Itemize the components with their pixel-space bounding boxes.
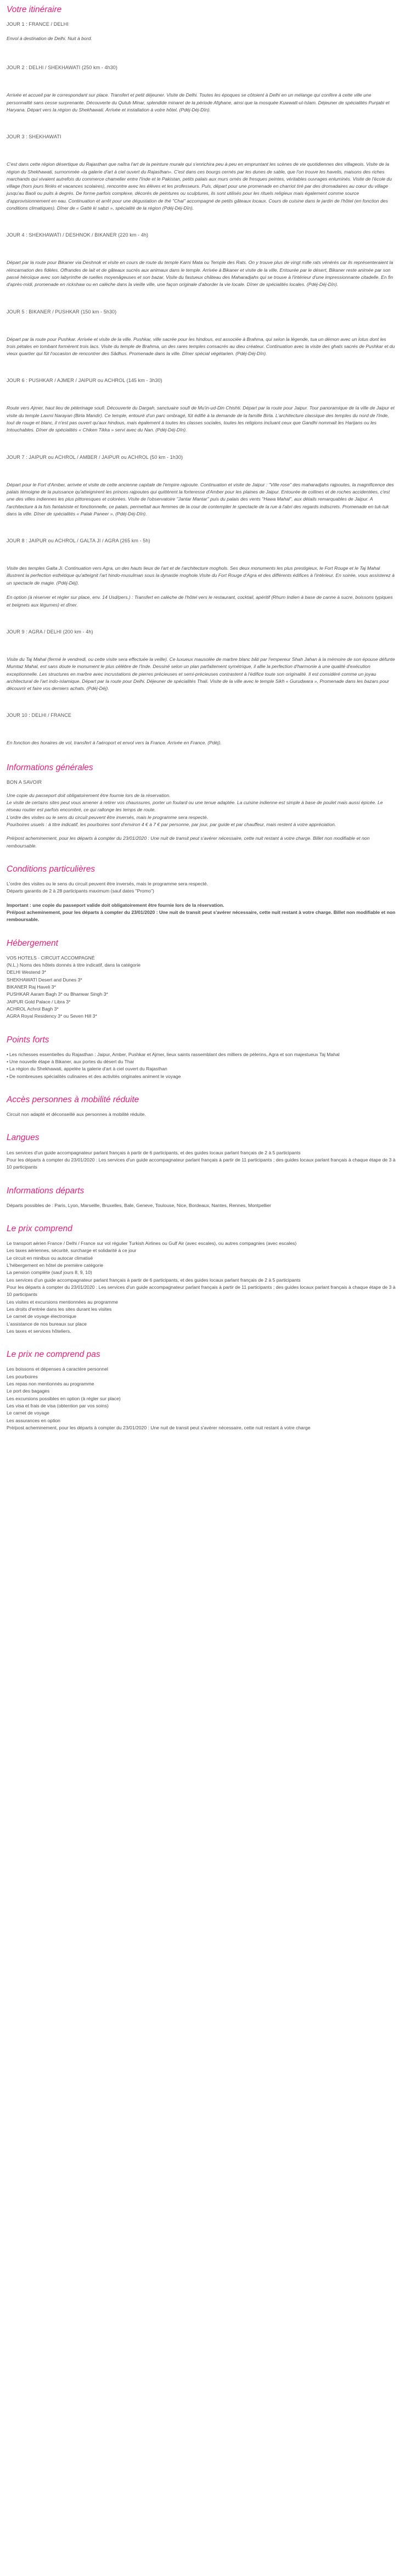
- day-text: Départ par la route pour Bikaner via Deshnok et visite en cours de route du temple Karni Mata ou Temple des Rats. On y trouve plus de vingt mille rats vénérés car ils représenteraient la réincarnation des fidèles. Offrandes de lait et de gâteaux sucrés aux animaux dans le temple. Arrivée à Bikaner et visite de la ville. Entourée par le désert, Bikaner reste animée par son passé héroïque avec son labyrinthe de ruelles moyenâgeuses et son bazar. Visite du fastueux château des Maharadjahs qui se trouve à l'intérieur d'une impressionnante citadelle. En fin d'après-midi, promenade en rickshaw ou en calèche dans la vieille ville, une façon originale d'aborder la vie locale. Dîner de spécialités locales. (Pdéj-Déj-Dîn).: [7, 260, 393, 288]
- departures-title: Informations départs: [7, 1186, 85, 1196]
- price-excludes-line: Les pourboires: [7, 1373, 38, 1379]
- price-includes-line: L'assistance de nos bureaux sur place: [7, 1321, 87, 1327]
- price-includes-line: Le circuit en minibus ou autocar climatisé: [7, 1255, 93, 1261]
- languages-title: Langues: [7, 1133, 40, 1143]
- highlights-list: [7, 1051, 396, 1080]
- special-conditions-paragraph: L'ordre des visites ou le sens du circuit peuvent être inversés, mais le programme sera respecté. Départs garantis de 2 à 28 participants maximum (sauf dates "Promo"): [7, 881, 209, 894]
- price-excludes-line: Les excursions possibles en option (à régler sur place): [7, 1395, 121, 1401]
- accommodation-section: [7, 938, 396, 1020]
- accommodation-line: (N.L.) Noms des hôtels donnés à titre indicatif, dans la catégorie: [7, 962, 141, 968]
- price-includes-line: L'hébergement en hôtel de première catégorie: [7, 1262, 104, 1269]
- price-includes-line: Les droits d'entrée dans les sites durant les visites: [7, 1306, 112, 1312]
- price-excludes-line: Les repas non mentionnés au programme: [7, 1380, 94, 1387]
- price-includes-line: Le transport aérien France / Delhi / France sur vol régulier Turkish Airlines ou Gulf Air (avec escales), ou autres compagnies (avec escales): [7, 1241, 297, 1247]
- price-includes-line: Les taxes et services hôteliers.: [7, 1328, 71, 1334]
- price-includes-line: Les visites et excursions mentionnées au programme: [7, 1299, 119, 1305]
- price-excludes-section: [7, 1349, 396, 1432]
- price-excludes-line: Le carnet de voyage: [7, 1410, 49, 1416]
- day-heading: JOUR 2 : DELHI / SHEKHAWATI (250 km - 4h30): [7, 65, 118, 71]
- day-text: Départ pour le Fort d'Amber, arrivée et visite de cette ancienne capitale de l'empire rajpoute. Continuation et visite de Jaipur : "Ville rose" des maharadjahs rajpoutes, la magnificence des palais témoigne de la puissance qu'atteignirent les princes rajpoutes qui quittèrent la forteresse d'Amber pour les plaines de Jaipur. Entourée de collines et de roches accidentées, c'est une des villes indiennes les plus pittoresques et colorées. Visite de l'observatoire "Jantar Mantar" puis du palais des vents "Hawa Mahal", aux détails remarquables de Jaipur. A l'architecture à la fois fantaisiste et fonctionnelle, ce palais, permettait aux femmes de la cour de contempler le spectacle de la rue à l'abri des regards indiscrets. Promenade en tuk-tuk dans la ville. Dîner de spécialités « Palak Paneer ». (Pdéj-Déj-Dîn).: [7, 481, 394, 517]
- special-conditions-section: [7, 864, 396, 924]
- day-block: [7, 628, 396, 693]
- highlights-title: Points forts: [7, 1035, 49, 1045]
- accommodation-line: SHEKHAWATI Desert and Dunes 3*: [7, 976, 82, 983]
- day-block: [7, 21, 396, 42]
- accommodation-line: AGRA Royal Residency 3* ou Seven Hill 3*: [7, 1013, 97, 1019]
- day-block: [7, 133, 396, 212]
- day-block: [7, 712, 396, 747]
- day-heading: JOUR 3 : SHEKHAWATI: [7, 134, 61, 140]
- day-block: [7, 537, 396, 609]
- accommodation-line: DELHI Westend 3*: [7, 969, 46, 975]
- day-heading: JOUR 4 : SHEKHAWATI / DESHNOK / BIKANER (220 km - 4h): [7, 232, 149, 238]
- day-heading: JOUR 10 : DELHI / FRANCE: [7, 712, 71, 719]
- accommodation-title: Hébergement: [7, 938, 58, 948]
- price-excludes-line: Les visa et frais de visa (obtention par vos soins): [7, 1402, 109, 1408]
- highlight-item: • Les richesses essentielles du Rajasthan : Jaipur, Amber, Pushkar et Ajmer, lieux saints rassemblant des milliers de pèlerins, Agra et son majestueux Taj Mahal: [7, 1051, 396, 1058]
- highlight-item: • De nombreuses spécialités culinaires et des activités originales animent le voyage: [7, 1073, 396, 1080]
- highlights-section: [7, 1035, 396, 1080]
- highlight-item: • La région du Shekhawati, appelée la galerie d'art à ciel ouvert du Rajasthan: [7, 1065, 396, 1073]
- day-block: [7, 454, 396, 518]
- price-excludes-line: Les boissons et dépenses à caractère personnel: [7, 1366, 108, 1372]
- day-heading: JOUR 5 : BIKANER / PUSHKAR (150 km - 5h30): [7, 308, 117, 315]
- price-includes-line: Les taxes aériennes, sécurité, surcharge et solidarité à ce jour: [7, 1248, 137, 1254]
- day-heading: JOUR 6 : PUSHKAR / AJMER / JAIPUR ou ACHROL (145 km - 3h30): [7, 378, 162, 384]
- accommodation-line: VOS HOTELS - CIRCUIT ACCOMPAGNÉ: [7, 955, 95, 961]
- day-block: [7, 308, 396, 358]
- general-info-paragraph: Pré/post acheminement, pour les départs à compter du 23/01/2020 : Une nuit de transit peut s'avérer nécessaire, cette nuit restant à votre charge. Billet non modifiable et non remboursable.: [7, 835, 370, 849]
- day-text: Visite des temples Galta Ji. Continuation vers Agra, un des hauts lieux de l'art et de l'architecture moghols. Ses deux monuments les plus prestigieux, le Fort Rouge et le Taj Mahal illustrent la perfection esthétique qu'atteignit l'art hindo-musulman sous la dynastie moghole.Visite du Fort Rouge d'Agra et des différents édifices à l'intérieur. En soirée, vous assisterez à un spectacle de magie. (Pdéj-Déj). En option (à réserver et régler sur place, env. 14 Usd/pers.) : Transfert en calèche de l'hôtel vers le restaurant, cocktail, apéritif (Rhum Indien à base de canne à sucre, boissons typiques et beignets aux légumes) et dîner.: [7, 565, 395, 608]
- day-text: Départ par la route pour Pushkar. Arrivée et visite de la ville. Pushkar, ville sacrée pour les hindous, est associée à Brahma, qui selon la légende, tua un démon avec un lotus dont les trois pétales en tombant formèrent trois lacs. Visite du temple de Brahma, un des rares temples consacrés au dieu créateur. Continuation avec la visite des ghats sacrés de Pushkar et du vieux quartier qui fût l'occasion de rencontrer des Sâdhus. Promenade dans la ville. Dîner spécial végétarien. (Pdéj-Déj-Dîn).: [7, 336, 395, 357]
- accommodation-line: PUSHKAR Aaram Bagh 3* ou Bhanwar Singh 3*: [7, 991, 108, 997]
- itinerary-days: [7, 21, 396, 747]
- languages-section: [7, 1132, 396, 1171]
- day-heading: JOUR 9 : AGRA / DELHI (200 km - 4h): [7, 628, 93, 635]
- day-text: Arrivée et accueil par le correspondant sur place. Transfert et petit déjeuner. Visite de Delhi. Toutes les époques se côtoient à Delhi en un mélange qui confère à cette ville une personnalité sans cesse surprenante. Découverte du Qutub Minar, splendide minaret de la période Afghane, ainsi que la mosquée Kuwwatt-ul-Islam. Déjeuner de spécialités Punjabi et Haryana. Départ vers la région du Shekhawati. Arrivée et installation à votre hôtel. (Pdéj-Déj-Dîn).: [7, 92, 390, 113]
- day-text: Visite du Taj Mahal (fermé le vendredi, ou cette visite sera effectuée la veille). Ce luxueux mausolée de marbre blanc bâti par l'empereur Shah Jahan à la mémoire de son épouse défunte Mumtaz Mahal, est sans doute le monument le plus célèbre de l'Inde. Dessiné selon un plan parfaitement symétrique, il allie la perfection d'harmonie à une qualité d'exécution exceptionnelle. Les structures en marbre avec incrustations de pierres précieuses et semi-précieuses contrastent à l'édifice toute son originalité. Il est considéré comme un joyau architectural de l'art indo-islamique. Départ par la route pour Delhi. Déjeuner de spécialités Thali. Visite de la ville avec le temple Sikh « Gurudwara », Promenade dans les bazars pour découvrir et faire vos derniers achats. (Pdéj-Déj).: [7, 656, 395, 692]
- price-includes-line: Les services d'un guide accompagnateur parlant français à partir de 6 participants, et des guides locaux parlant français de 2 à 5 participants: [7, 1277, 301, 1283]
- special-conditions-title: Conditions particulières: [7, 864, 95, 874]
- departures-text: Départs possibles de : Paris, Lyon, Marseille, Bruxelles, Bale, Geneve, Toulouse, Nice, Bordeaux, Nantes, Rennes, Montpellier: [7, 1202, 271, 1208]
- price-includes-line: Pour les départs à compter du 23/01/2020 : Les services d'un guide accompagnateur parlant français à partir de 11 participants ; des guides locaux parlant français à chaque étape de 3 à 10 participants: [7, 1284, 396, 1298]
- general-info-subtitle: BON A SAVOIR: [7, 779, 42, 785]
- price-includes-title: Le prix comprend: [7, 1224, 72, 1233]
- day-text: En fonction des horaires de vol, transfert à l'aéroport et envol vers la France. Arrivée en France. (Pdéj).: [7, 740, 222, 746]
- day-block: [7, 64, 396, 114]
- accessibility-text: Circuit non adapté et déconseillé aux personnes à mobilité réduite.: [7, 1112, 146, 1118]
- accessibility-title: Accès personnes à mobilité réduite: [7, 1095, 139, 1105]
- price-excludes-title: Le prix ne comprend pas: [7, 1350, 100, 1360]
- price-includes-line: Le carnet de voyage électronique: [7, 1314, 77, 1320]
- itinerary-title: Votre itinéraire: [7, 5, 62, 14]
- special-conditions-paragraph: Important : une copie du passeport valide doit obligatoirement être fournie lors de la réservation. Pré/post acheminement, pour les départs à compter du 23/01/2020 : Une nuit de transit peut s'avérer nécessaire, cette nuit restant à votre charge. Billet non modifiable et non remboursable.: [7, 902, 396, 923]
- accessibility-section: [7, 1095, 396, 1118]
- day-block: [7, 377, 396, 434]
- day-heading: JOUR 1 : FRANCE / DELHI: [7, 21, 69, 27]
- accommodation-line: JAIPUR Gold Palace / Libra 3*: [7, 998, 71, 1004]
- highlight-item: • Une nouvelle étape à Bikaner, aux portes du désert du Thar: [7, 1058, 396, 1065]
- general-info-paragraph: Une copie du passeport doit obligatoirement être fournie lors de la réservation. Le visite de certains sites peut vous amener à retirer vos chaussures, porter un foulard ou une tenue adaptée. La cuisine indienne est simple à base de poulet mais aussi épicée. Le réseau routier est parfois encombré, ce qui rallonge les temps de route. L'ordre des visites ou le sens du circuit peuvent être inversés, mais le programme sera respecté. Pourboires usuels : à titre indicatif, les pourboires sont d'environ 4 € à 7 € par personne, par jour, par guide et par chauffeur, mais restent à votre appréciation.: [7, 792, 383, 828]
- day-heading: JOUR 8 : JAIPUR ou ACHROL / GALTA JI / AGRA (265 km - 5h): [7, 538, 150, 544]
- languages-text: Les services d'un guide accompagnateur parlant français à partir de 6 participants, et des guides locaux parlant français de 2 à 5 participants Pour les départs à compter du 23/01/2020 : Les services d'un guide accompagnateur parlant français à partir de 11 participants ; des guides locaux parlant français à chaque étape de 3 à 10 participants: [7, 1149, 396, 1170]
- accommodation-line: BIKANER Raj Haveli 3*: [7, 984, 56, 990]
- day-heading: JOUR 7 : JAIPUR ou ACHROL / AMBER / JAIPUR ou ACHROL (50 km - 1h30): [7, 454, 183, 460]
- departures-section: [7, 1186, 396, 1209]
- day-text: Route vers Ajmer, haut lieu de pèlerinage soufi. Découverte du Dargah, sanctuaire soufi de Mu'in-ud-Din Chishti. Départ par la route pour Jaipur. Tour panoramique de la ville de Jaipur et visite du temple Laxmi Narayan (Birla Mandir). Ce temple, entouré d'un parc ombragé, fût édifié à la demande de la famille Birla. L'architecture classique des temples du nord de l'Inde, tout de rouge et blanc, il n'est pas ouvert qu'aux hindous, mais également à toutes les classes sociales, toutes les religions incluant ceux que Gandhi nommait les Harijans ou les Intouchables. Dîner de spécialités « Chiken Tikka » servi avec du Nan. (Pdéj-Déj-Dîn).: [7, 405, 395, 433]
- itinerary-section: [7, 4, 396, 747]
- price-excludes-line: Pré/post acheminement, pour les départs à compter du 23/01/2020 : Une nuit de transit peut s'avérer nécessaire, cette nuit restant à votre charge: [7, 1424, 311, 1430]
- accommodation-line: ACHROL Achrol Bagh 3*: [7, 1006, 59, 1012]
- price-excludes-line: Le port des bagages: [7, 1388, 50, 1394]
- general-info-section: [7, 762, 396, 850]
- price-excludes-line: Les assurances en option: [7, 1417, 60, 1423]
- day-text: C'est dans cette région désertique du Rajasthan que naîtra l'art de la peinture murale qui s'enrichira peu à peu en empruntant les scènes de vie quotidiennes des villageois. Visite de la région du Shekhawati, surnommée «la galerie d'art à ciel ouvert du Rajasthan». C'est dans ces bourgs cernés par les dunes de sable, que l'on trouve les havelis, maisons des riches marchands qui vivaient autrefois du commerce chamelier entre l'Inde et le Pakistan, petits palais aux murs ornés de fresques peintes, véritables ouvrages enluminés. Visite de l'école du village (hors jours fériés et vacances scolaires), rencontre avec les élèves et les professeurs. Puis, départ pour une promenade en charriot tiré par des dromadaires au cœur du village jusqu'au Baoli ou puits à degrés. De forme parfois complexe, décorés de peintures ou sculptures, ils sont utilisés pour les rituels religieux mais également comme source d'approvisionnement en eau. Continuation et arrêt pour une dégustation de thé "Chai" accompagné de petits gâteaux locaux. Cours de cuisine dans le jardin de l'hôtel (en fonction des conditions climatiques). Dîner de « Gattè ki sabzi », spécialité de la région (Pdéj-Déj-Dîn).: [7, 161, 392, 211]
- general-info-title: Informations générales: [7, 762, 93, 772]
- price-includes-line: La pension complète (sauf jours 8, 9, 10): [7, 1270, 92, 1276]
- day-block: [7, 232, 396, 288]
- day-text: Envol à destination de Delhi. Nuit à bord.: [7, 36, 92, 42]
- price-includes-section: [7, 1224, 396, 1335]
